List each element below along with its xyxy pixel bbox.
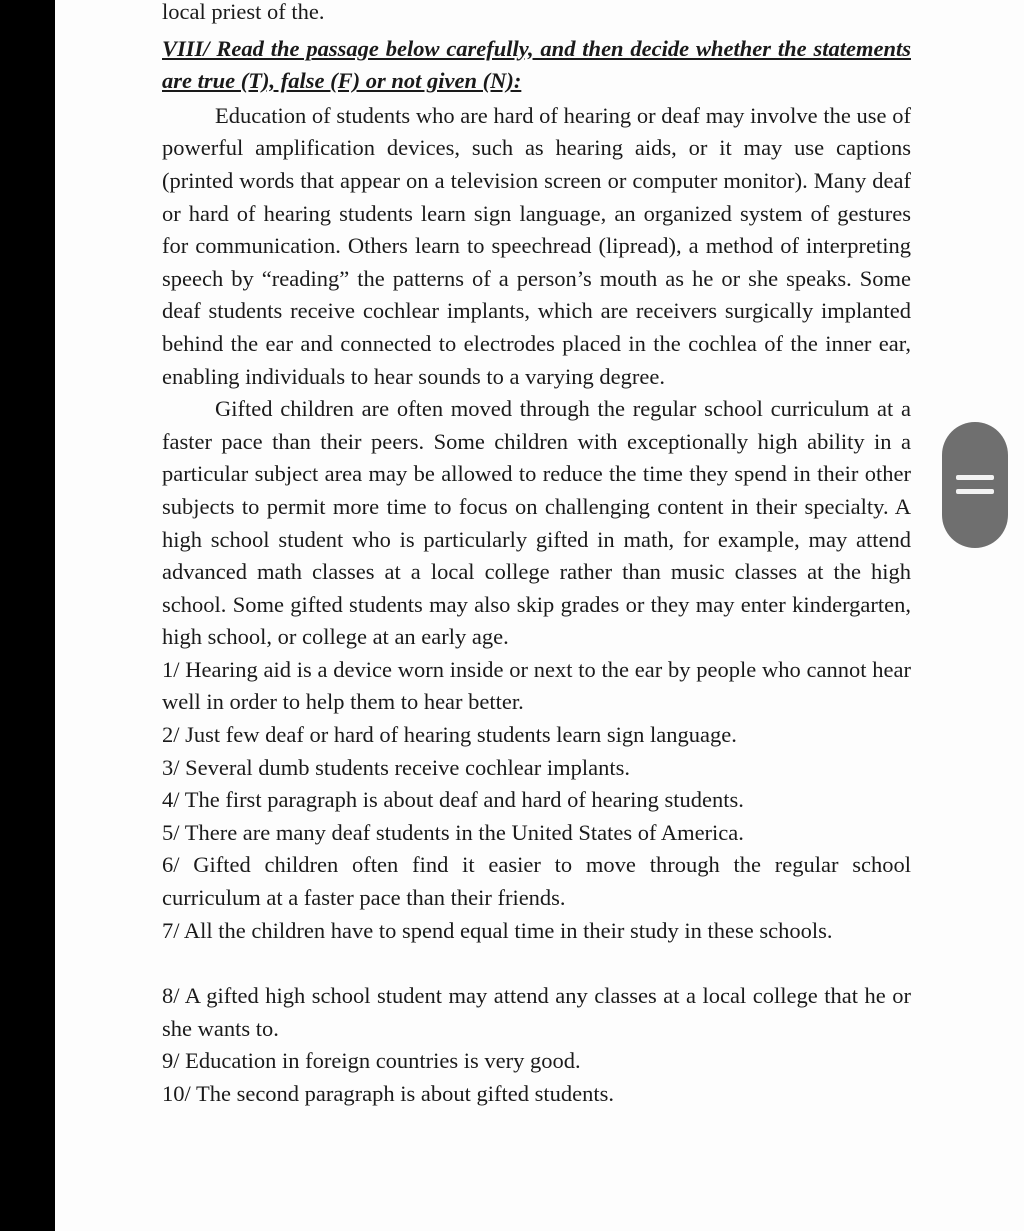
statement-list [162, 654, 911, 1111]
passage-paragraph-1: Education of students who are hard of hearing or deaf may involve the use of powerful amplification devices, such as hearing aids, or it may use captions (printed words that appear on a television screen or computer monitor). Many deaf or hard of hearing students learn sign language, an organized system of gestures for communication. Others learn to speechread (lipread), a method of interpreting speech by “reading” the patterns of a person’s mouth as he or she speaks. Some deaf students receive cochlear implants, which are receivers surgically implanted behind the ear and connected to electrodes placed in the cochlea of the inner ear, enabling individuals to hear sounds to a varying degree. [162, 102, 911, 389]
statement-item: 5/ There are many deaf students in the United States of America. [162, 819, 744, 845]
document-content [162, 0, 911, 1111]
document-page [55, 0, 1024, 1231]
statement-item: 1/ Hearing aid is a device worn inside or next to the ear by people who cannot hear well in order to help them to hear better. [162, 656, 911, 715]
scroll-handle[interactable] [942, 422, 1008, 548]
statement-item: 8/ A gifted high school student may attend any classes at a local college that he or she wants to. [162, 983, 911, 1041]
statement-item: 6/ Gifted children often find it easier to move through the regular school curriculum at a faster pace than their friends. [162, 852, 911, 911]
previous-text-line: local priest of the. [162, 0, 325, 24]
statement-item: 3/ Several dumb students receive cochlear implants. [162, 754, 630, 780]
statement-item: 9/ Education in foreign countries is very good. [162, 1048, 581, 1074]
statement-item: 2/ Just few deaf or hard of hearing students learn sign language. [162, 722, 737, 748]
statement-item: 10/ The second paragraph is about gifted students. [162, 1081, 614, 1106]
exercise-instruction: VIII/ Read the passage below carefully, and then decide whether the statements are true (T), false (F) or not given (N): [162, 35, 911, 94]
statement-item: 7/ All the children have to spend equal time in their study in these schools. [162, 917, 833, 943]
passage-paragraph-2: Gifted children are often moved through the regular school curriculum at a faster pace than their peers. Some children with exceptionally high ability in a particular subject area may be allowed to reduce the time they spend in their other subjects to permit more time to focus on challenging content in their specialty. A high school student who is particularly gifted in math, for example, may attend advanced math classes at a local college rather than music classes at the high school. Some gifted students may also skip grades or they may enter kindergarten, high school, or college at an early age. [162, 396, 911, 650]
statement-item: 4/ The first paragraph is about deaf and hard of hearing students. [162, 787, 744, 813]
